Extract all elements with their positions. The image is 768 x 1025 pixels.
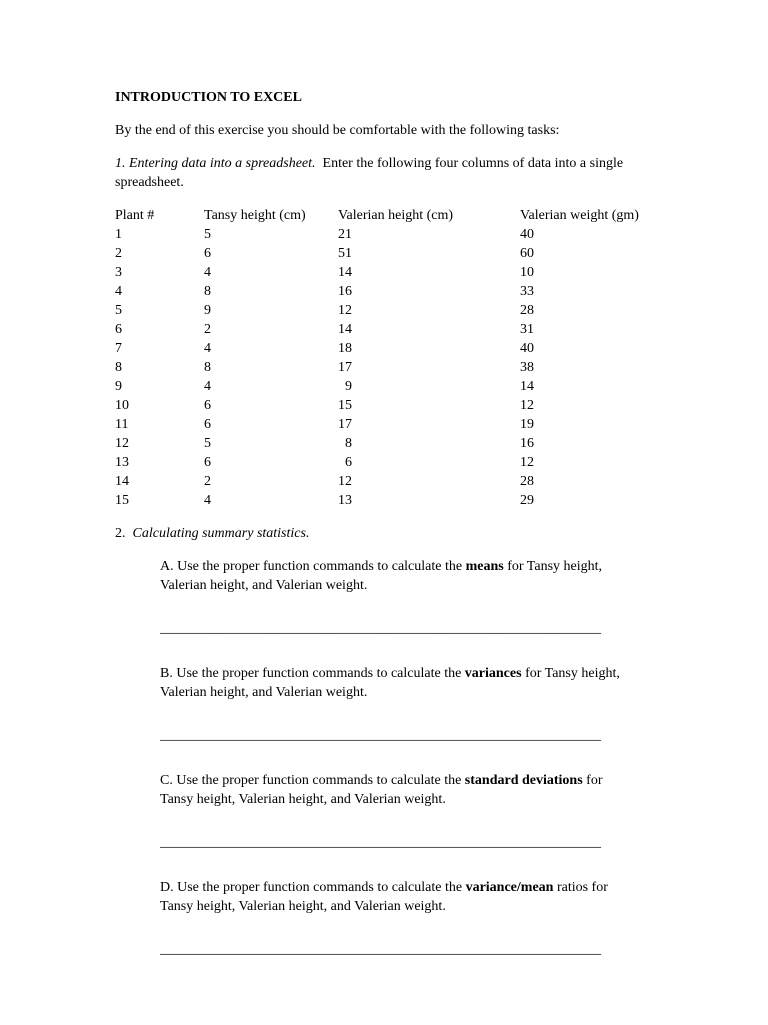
table-cell: 4	[204, 265, 211, 280]
table-cell: 6	[204, 417, 211, 432]
table-row	[115, 339, 639, 358]
table-cell: 8	[115, 360, 122, 375]
table-row	[115, 377, 639, 396]
table-cell: 13	[338, 493, 352, 508]
table-row	[115, 244, 639, 263]
table-cell: 16	[520, 436, 534, 451]
table-row	[115, 434, 639, 453]
table-cell: 6	[204, 246, 211, 261]
table-header-plant: Plant #	[115, 208, 155, 223]
table-row	[115, 320, 639, 339]
task1-italic-text: 1. Entering data into a spreadsheet.	[115, 156, 316, 171]
answer-line: _______________________________________________________________	[160, 728, 601, 743]
table-cell: 8	[204, 360, 211, 375]
table-cell: 8	[338, 436, 352, 451]
table-cell: 5	[204, 227, 211, 242]
table-cell: 7	[115, 341, 122, 356]
table-cell: 40	[520, 227, 534, 242]
table-cell: 33	[520, 284, 534, 299]
question-text: C. Use the proper function commands to calculate the standard deviations for Tansy height, Valerian height, and Valerian weight.	[160, 773, 603, 807]
table-cell: 9	[338, 379, 352, 394]
question-block	[160, 664, 638, 745]
table-row	[115, 396, 639, 415]
table-cell: 38	[520, 360, 534, 375]
table-cell: 15	[115, 493, 129, 508]
question-text: B. Use the proper function commands to calculate the variances for Tansy height, Valerian height, and Valerian weight.	[160, 666, 620, 700]
table-cell: 12	[338, 474, 352, 489]
task2-paragraph	[115, 524, 653, 543]
table-cell: 4	[204, 493, 211, 508]
table-cell: 8	[204, 284, 211, 299]
table-row	[115, 301, 639, 320]
table-cell: 2	[204, 474, 211, 489]
task2-prefix: 2.	[115, 526, 133, 541]
question-block	[160, 771, 638, 852]
table-row	[115, 472, 639, 491]
table-cell: 12	[520, 398, 534, 413]
table-cell: 6	[115, 322, 122, 337]
question-bold-term: variance/mean	[465, 880, 554, 895]
answer-line: _______________________________________________________________	[160, 621, 601, 636]
table-cell: 4	[204, 341, 211, 356]
table-row	[115, 415, 639, 434]
table-cell: 31	[520, 322, 534, 337]
table-header-valerian-height: Valerian height (cm)	[338, 208, 454, 223]
table-cell: 9	[204, 303, 211, 318]
question-text: A. Use the proper function commands to calculate the means for Tansy height, Valerian height, and Valerian weight.	[160, 559, 603, 593]
table-cell: 28	[520, 474, 534, 489]
table-cell: 9	[115, 379, 122, 394]
table-row	[115, 225, 639, 244]
table-cell: 3	[115, 265, 122, 280]
table-cell: 14	[338, 265, 352, 280]
data-table-body	[115, 225, 639, 510]
table-row	[115, 491, 639, 510]
table-cell: 14	[115, 474, 129, 489]
intro-paragraph: By the end of this exercise you should be comfortable with the following tasks:	[115, 123, 560, 138]
table-row	[115, 358, 639, 377]
table-cell: 5	[204, 436, 211, 451]
table-cell: 12	[520, 455, 534, 470]
table-header-row	[115, 206, 639, 225]
question-text: D. Use the proper function commands to calculate the variance/mean ratios for Tansy height, Valerian height, and Valerian weight.	[160, 880, 608, 914]
question-bold-term: means	[465, 559, 504, 574]
table-cell: 17	[338, 417, 352, 432]
table-cell: 6	[204, 455, 211, 470]
table-row	[115, 282, 639, 301]
table-cell: 6	[204, 398, 211, 413]
question-block	[160, 557, 638, 638]
table-header-valerian-weight: Valerian weight (gm)	[520, 208, 639, 223]
table-cell: 14	[338, 322, 352, 337]
table-cell: 15	[338, 398, 352, 413]
table-cell: 4	[115, 284, 122, 299]
data-table	[115, 206, 639, 510]
table-row	[115, 263, 639, 282]
table-cell: 10	[115, 398, 129, 413]
table-cell: 6	[338, 455, 352, 470]
question-bold-term: standard deviations	[464, 773, 583, 788]
table-cell: 18	[338, 341, 352, 356]
table-cell: 16	[338, 284, 352, 299]
table-cell: 17	[338, 360, 352, 375]
table-cell: 29	[520, 493, 534, 508]
questions	[160, 557, 638, 959]
table-cell: 4	[204, 379, 211, 394]
task1-paragraph	[115, 154, 653, 192]
answer-line: _______________________________________________________________	[160, 942, 601, 957]
table-cell: 2	[115, 246, 122, 261]
table-cell: 60	[520, 246, 534, 261]
question-block	[160, 878, 638, 959]
table-cell: 51	[338, 246, 352, 261]
table-cell: 1	[115, 227, 122, 242]
table-cell: 10	[520, 265, 534, 280]
table-cell: 19	[520, 417, 534, 432]
table-cell: 28	[520, 303, 534, 318]
table-cell: 14	[520, 379, 534, 394]
table-cell: 12	[115, 436, 129, 451]
document-title: INTRODUCTION TO EXCEL	[115, 90, 302, 105]
table-cell: 13	[115, 455, 129, 470]
task2-italic-text: Calculating summary statistics.	[132, 526, 310, 541]
table-header-tansy-height: Tansy height (cm)	[204, 208, 306, 223]
question-bold-term: variances	[464, 666, 522, 681]
table-cell: 5	[115, 303, 122, 318]
table-cell: 40	[520, 341, 534, 356]
table-cell: 12	[338, 303, 352, 318]
table-row	[115, 453, 639, 472]
table-cell: 21	[338, 227, 352, 242]
table-cell: 11	[115, 417, 129, 432]
table-cell: 2	[204, 322, 211, 337]
answer-line: _______________________________________________________________	[160, 835, 601, 850]
task1-regular-text: Enter the following four columns of data into a single spreadsheet.	[115, 156, 627, 190]
